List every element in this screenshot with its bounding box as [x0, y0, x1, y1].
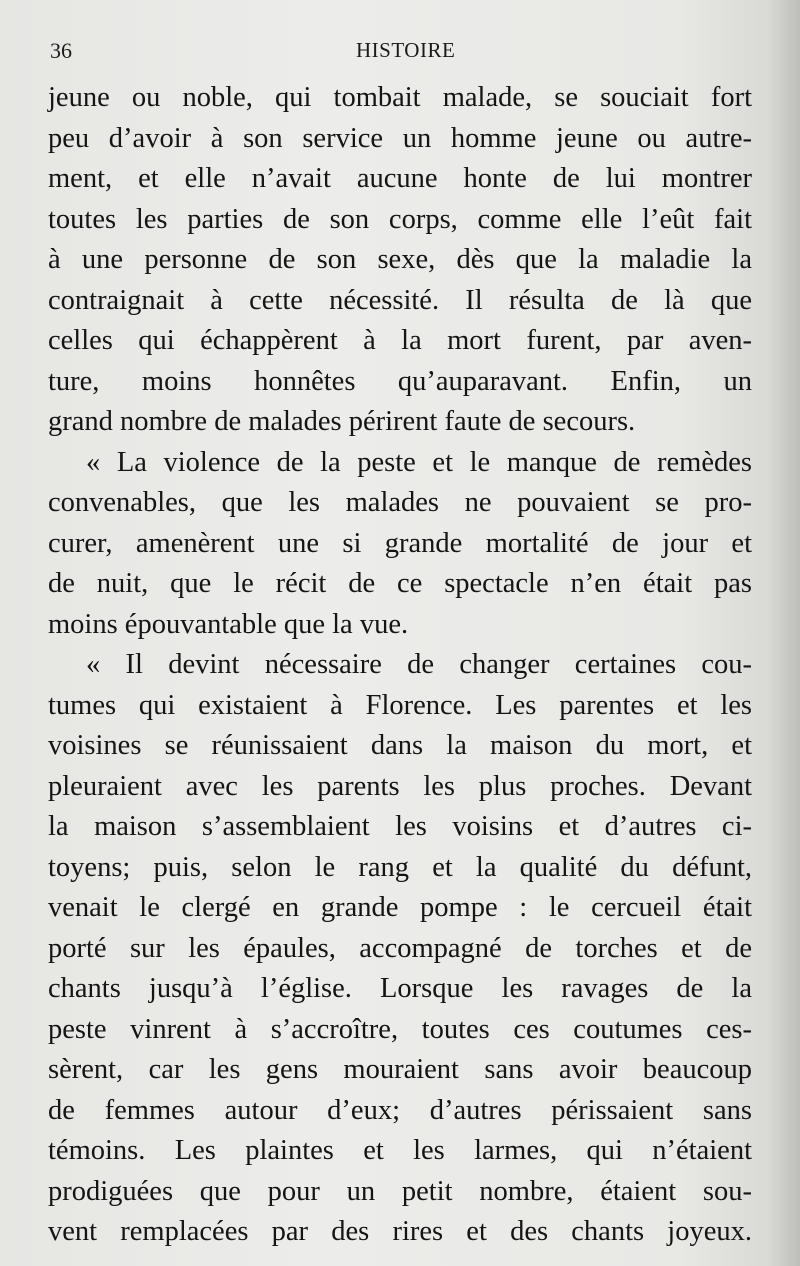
- text-line: convenables, que les malades ne pouvaient se pro-: [48, 487, 752, 518]
- text-line: toyens; puis, selon le rang et la qualité du défunt,: [48, 851, 752, 883]
- paragraph-end-line: grand nombre de malades périrent faute de secours.: [48, 406, 636, 437]
- text-line: venait le clergé en grande pompe : le cercueil était: [48, 892, 752, 923]
- text-line: la maison s’assemblaient les voisins et d’autres ci-: [48, 811, 752, 842]
- text-line: porté sur les épaules, accompagné de torches et de: [48, 932, 752, 964]
- running-title: HISTOIRE: [356, 38, 456, 62]
- text-line: à une personne de son sexe, dès que la maladie la: [48, 244, 752, 275]
- text-line: sèrent, car les gens mouraient sans avoir beaucoup: [48, 1054, 752, 1085]
- text-line: de femmes autour d’eux; d’autres périssaient sans: [48, 1094, 752, 1126]
- text-line: pleuraient avec les parents les plus proches. Devant: [48, 770, 752, 802]
- page-number: 36: [50, 38, 72, 63]
- text-line: celles qui échappèrent à la mort furent, par aven-: [48, 325, 752, 356]
- text-line: peste vinrent à s’accroître, toutes ces coutumes ces-: [48, 1013, 752, 1045]
- text-line: contraignait à cette nécessité. Il résulta de là que: [48, 284, 752, 316]
- text-line: toutes les parties de son corps, comme elle l’eût fait: [48, 203, 752, 235]
- text-line: curer, amenèrent une si grande mortalité de jour et: [48, 527, 752, 559]
- text-line: ture, moins honnêtes qu’auparavant. Enfin, un: [48, 365, 752, 397]
- text-line: témoins. Les plaintes et les larmes, qui n’étaient: [48, 1135, 752, 1166]
- paragraph-start-line: « Il devint nécessaire de changer certaines cou-: [86, 649, 752, 680]
- text-line: ment, et elle n’avait aucune honte de lui montrer: [48, 163, 752, 194]
- running-head: [48, 38, 752, 68]
- text-line: vent remplacées par des rires et des chants joyeux.: [48, 1216, 752, 1247]
- text-line: jeune ou noble, qui tombait malade, se souciait fort: [48, 82, 752, 113]
- text-line: voisines se réunissaient dans la maison du mort, et: [48, 730, 752, 761]
- paragraph-end-line: moins épouvantable que la vue.: [48, 608, 409, 640]
- text-line: de nuit, que le récit de ce spectacle n’en était pas: [48, 568, 752, 599]
- body-text: [48, 78, 752, 1253]
- text-line: chants jusqu’à l’église. Lorsque les ravages de la: [48, 973, 752, 1004]
- paragraph-start-line: « La violence de la peste et le manque de remèdes: [86, 446, 752, 478]
- text-line: prodiguées que pour un petit nombre, étaient sou-: [48, 1175, 752, 1207]
- text-line: peu d’avoir à son service un homme jeune ou autre-: [48, 122, 752, 154]
- text-line: tumes qui existaient à Florence. Les parentes et les: [48, 689, 752, 721]
